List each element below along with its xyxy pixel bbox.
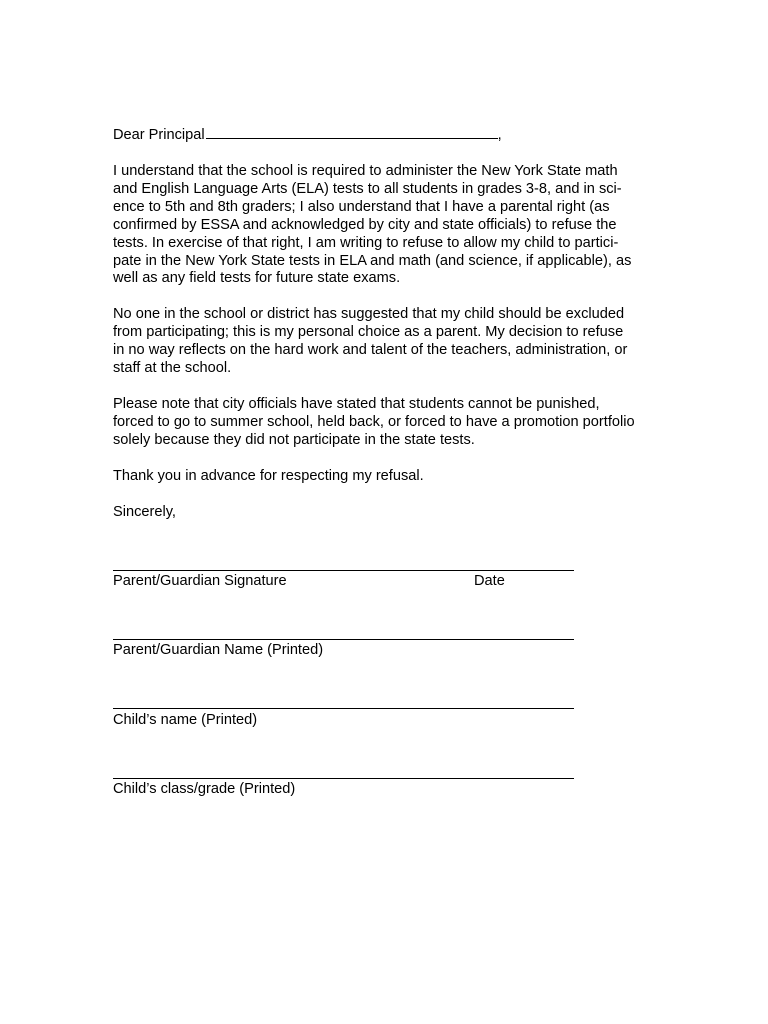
paragraph-2-line: from participating; this is my personal choice as a parent. My decision to refuse — [113, 324, 624, 340]
paragraph-2-line: No one in the school or district has suggested that my child should be excluded — [113, 306, 625, 322]
paragraph-1-line: I understand that the school is required to administer the New York State math — [113, 163, 618, 179]
thanks-line: Thank you in advance for respecting my refusal. — [113, 468, 424, 484]
signature-line[interactable] — [113, 570, 574, 571]
paragraph-1-line: confirmed by ESSA and acknowledged by city and state officials) to refuse the — [113, 217, 617, 233]
child-class-line[interactable] — [113, 778, 574, 779]
signature-label: Parent/Guardian Signature — [113, 573, 287, 589]
printed-name-label: Parent/Guardian Name (Printed) — [113, 642, 324, 658]
paragraph-1-line: tests. In exercise of that right, I am writing to refuse to allow my child to partici- — [113, 235, 619, 251]
printed-name-line[interactable] — [113, 639, 574, 640]
date-label: Date — [474, 573, 505, 589]
principal-name-blank[interactable] — [206, 126, 498, 139]
paragraph-2-line: in no way reflects on the hard work and talent of the teachers, administration, or — [113, 342, 628, 358]
paragraph-1-line: and English Language Arts (ELA) tests to all students in grades 3-8, and in sci- — [113, 181, 622, 197]
paragraph-1-line: ence to 5th and 8th graders; I also understand that I have a parental right (as — [113, 199, 610, 215]
closing: Sincerely, — [113, 504, 176, 520]
child-class-label: Child’s class/grade (Printed) — [113, 781, 296, 797]
paragraph-2-line: staff at the school. — [113, 360, 232, 376]
child-name-line[interactable] — [113, 708, 574, 709]
salutation-comma: , — [497, 127, 502, 143]
child-name-label: Child’s name (Printed) — [113, 712, 258, 728]
paragraph-1-line: well as any field tests for future state exams. — [113, 270, 401, 286]
paragraph-3-line: Please note that city officials have stated that students cannot be punished, — [113, 396, 600, 412]
paragraph-3-line: forced to go to summer school, held back, or forced to have a promotion portfolio — [113, 414, 635, 430]
salutation: Dear Principal — [113, 127, 205, 143]
paragraph-1-line: pate in the New York State tests in ELA and math (and science, if applicable), as — [113, 253, 632, 269]
salutation-line — [113, 126, 502, 144]
paragraph-3-line: solely because they did not participate in the state tests. — [113, 432, 475, 448]
